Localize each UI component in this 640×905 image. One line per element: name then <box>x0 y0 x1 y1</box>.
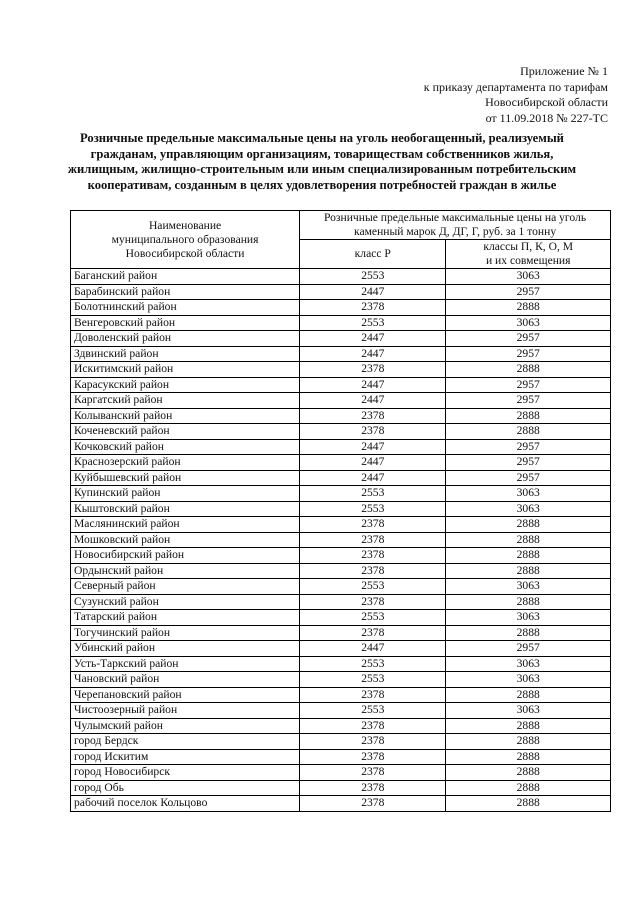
price-class-pkom-cell: 2957 <box>446 393 611 409</box>
price-class-pkom-cell: 2957 <box>446 377 611 393</box>
price-class-r-cell: 2447 <box>300 641 446 657</box>
municipality-cell: рабочий поселок Кольцово <box>71 796 300 812</box>
table-row <box>71 749 611 765</box>
municipality-cell: Чулымский район <box>71 718 300 734</box>
price-class-pkom-cell: 2957 <box>446 331 611 347</box>
header-class-r: класс Р <box>300 240 446 269</box>
municipality-cell: Куйбышевский район <box>71 470 300 486</box>
municipality-cell: Усть-Таркский район <box>71 656 300 672</box>
appendix-header <box>424 64 608 126</box>
municipality-cell: Северный район <box>71 579 300 595</box>
municipality-cell: Краснозерский район <box>71 455 300 471</box>
price-class-r-cell: 2447 <box>300 393 446 409</box>
table-row <box>71 625 611 641</box>
table-row <box>71 579 611 595</box>
table-row <box>71 284 611 300</box>
price-class-r-cell: 2553 <box>300 656 446 672</box>
price-class-pkom-cell: 2957 <box>446 470 611 486</box>
price-class-r-cell: 2447 <box>300 346 446 362</box>
municipality-cell: Сузунский район <box>71 594 300 610</box>
price-class-r-cell: 2447 <box>300 455 446 471</box>
table-row <box>71 470 611 486</box>
price-class-r-cell: 2378 <box>300 687 446 703</box>
municipality-cell: Убинский район <box>71 641 300 657</box>
price-class-r-cell: 2447 <box>300 284 446 300</box>
price-class-pkom-cell: 2888 <box>446 796 611 812</box>
price-class-pkom-cell: 2888 <box>446 780 611 796</box>
price-class-pkom-cell: 2888 <box>446 718 611 734</box>
order-date: от 11.09.2018 № 227-ТС <box>485 110 608 125</box>
price-class-pkom-cell: 3063 <box>446 610 611 626</box>
price-class-r-cell: 2553 <box>300 486 446 502</box>
table-row <box>71 594 611 610</box>
table-row <box>71 687 611 703</box>
municipality-cell: Черепановский район <box>71 687 300 703</box>
table-row <box>71 439 611 455</box>
title-line-4: кооперативам, созданным в целях удовлетворения потребностей граждан в жилье <box>87 177 557 192</box>
price-class-r-cell: 2553 <box>300 579 446 595</box>
table-row <box>71 548 611 564</box>
municipality-cell: Тогучинский район <box>71 625 300 641</box>
table-row <box>71 331 611 347</box>
price-class-r-cell: 2447 <box>300 331 446 347</box>
header-price-group: Розничные предельные максимальные цены на уголь каменный марок Д, ДГ, Г, руб. за 1 тонну <box>300 211 611 240</box>
price-class-pkom-cell: 3063 <box>446 486 611 502</box>
price-class-pkom-cell: 3063 <box>446 656 611 672</box>
municipality-cell: Каргатский район <box>71 393 300 409</box>
price-class-pkom-cell: 3063 <box>446 315 611 331</box>
municipality-cell: Барабинский район <box>71 284 300 300</box>
price-class-pkom-cell: 2888 <box>446 424 611 440</box>
price-class-pkom-cell: 2888 <box>446 687 611 703</box>
table-row <box>71 641 611 657</box>
price-class-pkom-cell: 2888 <box>446 594 611 610</box>
price-class-r-cell: 2378 <box>300 362 446 378</box>
table-row <box>71 734 611 750</box>
price-class-pkom-cell: 2888 <box>446 408 611 424</box>
title-line-3: жилищным, жилищно-строительным или иным специализированным потребительским <box>67 162 577 176</box>
municipality-cell: Кыштовский район <box>71 501 300 517</box>
price-class-pkom-cell: 2888 <box>446 749 611 765</box>
table-row <box>71 424 611 440</box>
document-title <box>62 131 582 193</box>
price-class-r-cell: 2553 <box>300 315 446 331</box>
municipality-cell: Чановский район <box>71 672 300 688</box>
price-class-r-cell: 2378 <box>300 780 446 796</box>
price-class-pkom-cell: 2957 <box>446 346 611 362</box>
municipality-cell: Ордынский район <box>71 563 300 579</box>
price-class-r-cell: 2378 <box>300 734 446 750</box>
region-name: Новосибирской области <box>485 95 608 109</box>
price-class-r-cell: 2378 <box>300 532 446 548</box>
price-class-pkom-cell: 2888 <box>446 563 611 579</box>
table-row <box>71 346 611 362</box>
table-row <box>71 315 611 331</box>
municipality-cell: Татарский район <box>71 610 300 626</box>
price-class-r-cell: 2378 <box>300 765 446 781</box>
municipality-cell: Колыванский район <box>71 408 300 424</box>
price-class-pkom-cell: 2888 <box>446 734 611 750</box>
price-class-r-cell: 2378 <box>300 517 446 533</box>
header-municipality: Наименование муниципального образования Новосибирской области <box>71 211 300 269</box>
price-class-pkom-cell: 3063 <box>446 672 611 688</box>
price-class-pkom-cell: 2957 <box>446 439 611 455</box>
price-class-r-cell: 2553 <box>300 610 446 626</box>
municipality-cell: город Обь <box>71 780 300 796</box>
price-class-pkom-cell: 2888 <box>446 362 611 378</box>
title-line-1: Розничные предельные максимальные цены на уголь необогащенный, реализуемый <box>80 131 564 145</box>
table-row <box>71 501 611 517</box>
table-row <box>71 269 611 285</box>
table-row <box>71 656 611 672</box>
order-reference: к приказу департамента по тарифам <box>423 79 608 94</box>
table-row <box>71 718 611 734</box>
municipality-cell: Искитимский район <box>71 362 300 378</box>
price-class-pkom-cell: 3063 <box>446 501 611 517</box>
price-class-pkom-cell: 2888 <box>446 625 611 641</box>
table-row <box>71 486 611 502</box>
price-class-r-cell: 2378 <box>300 563 446 579</box>
table-row <box>71 455 611 471</box>
price-class-r-cell: 2378 <box>300 625 446 641</box>
price-class-r-cell: 2378 <box>300 796 446 812</box>
price-class-pkom-cell: 2957 <box>446 455 611 471</box>
title-line-2: гражданам, управляющим организациям, товариществам собственников жилья, <box>90 146 554 161</box>
price-class-pkom-cell: 2888 <box>446 300 611 316</box>
price-class-pkom-cell: 2888 <box>446 548 611 564</box>
table-row <box>71 377 611 393</box>
table-row <box>71 393 611 409</box>
municipality-cell: город Бердск <box>71 734 300 750</box>
municipality-cell: Мошковский район <box>71 532 300 548</box>
price-class-pkom-cell: 2888 <box>446 532 611 548</box>
price-class-r-cell: 2553 <box>300 501 446 517</box>
price-class-pkom-cell: 3063 <box>446 579 611 595</box>
table-row <box>71 300 611 316</box>
municipality-cell: Здвинский район <box>71 346 300 362</box>
table-row <box>71 765 611 781</box>
price-class-r-cell: 2553 <box>300 703 446 719</box>
price-class-r-cell: 2378 <box>300 408 446 424</box>
table-row <box>71 532 611 548</box>
price-class-pkom-cell: 3063 <box>446 269 611 285</box>
price-class-r-cell: 2378 <box>300 718 446 734</box>
table-row <box>71 796 611 812</box>
table-row <box>71 780 611 796</box>
price-class-pkom-cell: 2888 <box>446 517 611 533</box>
price-class-r-cell: 2447 <box>300 377 446 393</box>
municipality-cell: Коченевский район <box>71 424 300 440</box>
municipality-cell: Венгеровский район <box>71 315 300 331</box>
price-class-r-cell: 2378 <box>300 594 446 610</box>
municipality-cell: Кочковский район <box>71 439 300 455</box>
table-row <box>71 672 611 688</box>
appendix-number: Приложение № 1 <box>520 64 608 78</box>
municipality-cell: Чистоозерный район <box>71 703 300 719</box>
municipality-cell: Болотнинский район <box>71 300 300 316</box>
price-class-pkom-cell: 2957 <box>446 284 611 300</box>
table-row <box>71 703 611 719</box>
price-class-r-cell: 2447 <box>300 470 446 486</box>
table-row <box>71 408 611 424</box>
municipality-cell: город Новосибирск <box>71 765 300 781</box>
price-class-pkom-cell: 2957 <box>446 641 611 657</box>
price-class-r-cell: 2378 <box>300 424 446 440</box>
municipality-cell: Маслянинский район <box>71 517 300 533</box>
price-class-pkom-cell: 2888 <box>446 765 611 781</box>
price-class-r-cell: 2447 <box>300 439 446 455</box>
table-row <box>71 610 611 626</box>
price-class-r-cell: 2378 <box>300 749 446 765</box>
header-class-pkom: классы П, К, О, М и их совмещения <box>446 240 611 269</box>
municipality-cell: Карасукский район <box>71 377 300 393</box>
municipality-cell: Доволенский район <box>71 331 300 347</box>
price-class-r-cell: 2553 <box>300 269 446 285</box>
price-class-r-cell: 2553 <box>300 672 446 688</box>
municipality-cell: Баганский район <box>71 269 300 285</box>
municipality-cell: Купинский район <box>71 486 300 502</box>
price-class-r-cell: 2378 <box>300 548 446 564</box>
price-table <box>70 210 611 812</box>
table-row <box>71 517 611 533</box>
price-class-pkom-cell: 3063 <box>446 703 611 719</box>
price-class-r-cell: 2378 <box>300 300 446 316</box>
table-row <box>71 563 611 579</box>
municipality-cell: Новосибирский район <box>71 548 300 564</box>
municipality-cell: город Искитим <box>71 749 300 765</box>
table-row <box>71 362 611 378</box>
